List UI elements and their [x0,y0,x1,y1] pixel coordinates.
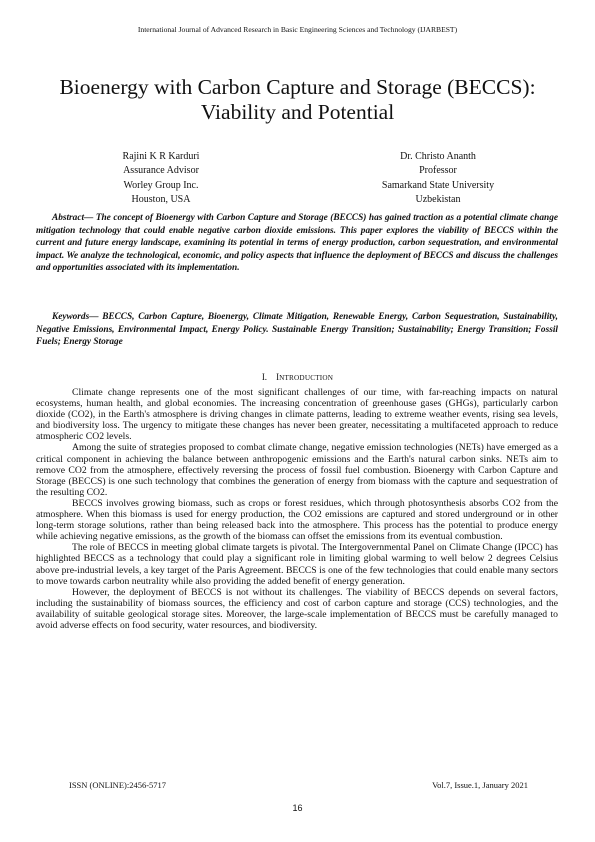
author-role: Assurance Advisor [123,165,199,177]
author-org: Samarkand State University [381,179,495,191]
author-block-2 [338,150,538,207]
paragraph: Among the suite of strategies proposed to combat climate change, negative emission technologies (NETs) have emerged as a critical component in achieving the balance between anthropogenic emissions and the Earth's natural carbon sinks. NETs aim to remove CO2 from the atmosphere, effectively reversing the process of fossil fuel combustion. Bioenergy with Carbon Capture and Storage (BECCS) is one such technology that combines the generation of energy from biomass with the capture and sequestration of the resulting CO2. [36,442,558,498]
section-initial: I [276,372,280,382]
author-role: Professor [419,165,457,177]
paragraph: Climate change represents one of the most significant challenges of our time, with far-reaching impacts on natural ecosystems, human health, and global economies. The increasing concentration of greenhouse gases (GHGs), particularly carbon dioxide (CO2), in the Earth's atmosphere is driving changes in climate patterns, leading to extreme weather events, rising sea levels, and biodiversity loss. The urgency to mitigate these changes has never been greater, necessitating a multifaceted approach to reduce atmospheric CO2 levels. [36,387,558,443]
author-name: Dr. Christo Ananth [400,151,476,162]
paragraph: However, the deployment of BECCS is not without its challenges. The viability of BECCS depends on several factors, including the sustainability of biomass sources, the efficiency and cost of carbon capture and storage (CCS) technologies, and the availability of suitable geological storage sites. Moreover, the large-scale implementation of BECCS must be carefully managed to avoid adverse effects on food security, water resources, and biodiversity. [36,586,558,631]
paragraph: The role of BECCS in meeting global climate targets is pivotal. The Intergovernmental Panel on Climate Change (IPCC) has highlighted BECCS as a technology that could play a significant role in limiting global warming to well below 2 degrees Celsius above pre-industrial levels, a key target of the Paris Agreement. BECCS is one of the few technologies that could enable many sectors to move towards carbon neutrality while also providing the added benefit of energy generation. [36,542,558,587]
footer-volume: Vol.7, Issue.1, January 2021 [432,780,528,790]
body-text [36,387,558,631]
paragraph: BECCS involves growing biomass, such as crops or forest residues, which through photosynthesis absorbs CO2 from the atmosphere. When this biomass is used for energy production, the CO2 emissions are captured and stored underground or in other long-term storage solutions, rather than being released back into the atmosphere. This process has the potential to produce energy while achieving negative emissions, as the growth of the biomass can offset the emissions from its eventual combustion. [36,497,558,543]
section-title-rest: NTRODUCTION [279,374,334,382]
section-number: I. [261,372,268,382]
page-number: 16 [292,803,303,813]
section-heading-introduction [0,372,595,382]
abstract: Abstract— The concept of Bioenergy with Carbon Capture and Storage (BECCS) has gained traction as a potential climate change mitigation technology that could enable negative carbon dioxide emissions. This paper explores the viability of BECCS within the current and future energy landscape, examining its potential in terms of energy production, carbon sequestration, and environmental impact. We analyze the technological, economic, and policy aspects that influence the deployment of BECCS and discuss the challenges and opportunities associated with its implementation. [36,213,558,274]
author-block-1 [61,150,261,207]
author-name: Rajini K R Karduri [122,151,200,162]
paper-title: Bioenergy with Carbon Capture and Storage (BECCS): Viability and Potential [59,75,536,124]
keywords: Keywords— BECCS, Carbon Capture, Bioenergy, Climate Mitigation, Renewable Energy, Carbon Sequestration, Sustainability, Negative Emissions, Environmental Impact, Energy Policy. Sustainable Energy Transition; Sustainability; Energy Transition; Fossil Fuels; Energy Storage [36,312,558,348]
author-location: Houston, USA [131,193,191,205]
footer-issn: ISSN (ONLINE):2456-5717 [69,780,167,790]
author-org: Worley Group Inc. [123,179,199,191]
journal-header: International Journal of Advanced Research in Basic Engineering Sciences and Technology (IJARBEST) [137,25,458,34]
author-location: Uzbekistan [415,193,461,205]
